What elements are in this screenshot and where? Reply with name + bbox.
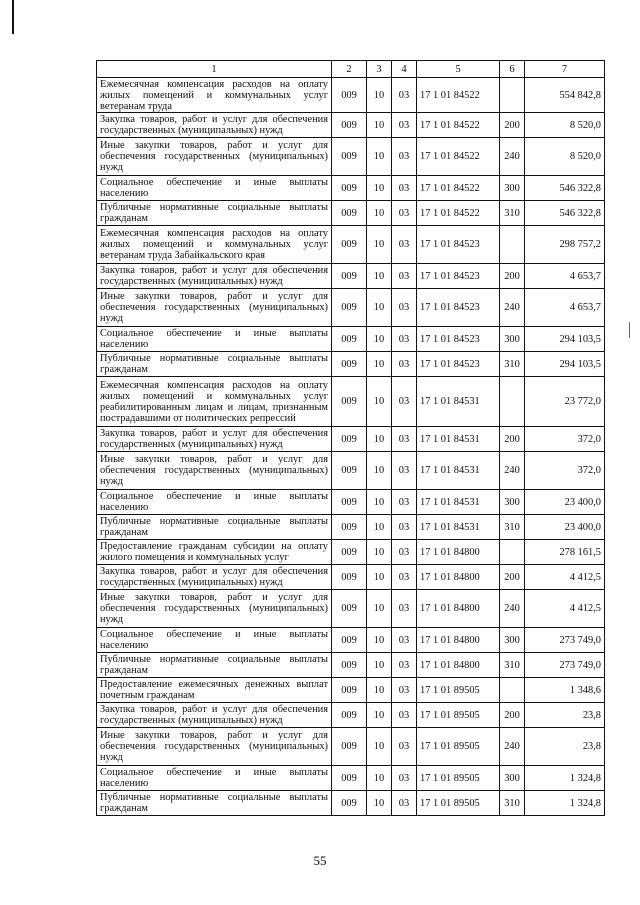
row-expense-type: 240 — [500, 138, 525, 176]
table-row — [97, 515, 605, 540]
row-grbs-code: 009 — [332, 678, 367, 703]
page-number: 55 — [313, 853, 327, 868]
row-amount: 273 749,0 — [525, 653, 605, 678]
row-target-article: 17 1 01 84531 — [417, 452, 500, 490]
row-description: Публичные нормативные социальные выплаты гражданам — [97, 201, 332, 226]
row-target-article: 17 1 01 89505 — [417, 766, 500, 791]
row-amount: 546 322,8 — [525, 201, 605, 226]
row-section-code: 10 — [367, 540, 392, 565]
row-expense-type: 310 — [500, 515, 525, 540]
row-target-article: 17 1 01 89505 — [417, 703, 500, 728]
table-header-row — [97, 61, 605, 78]
row-subsection-code: 03 — [392, 653, 417, 678]
row-expense-type: 240 — [500, 452, 525, 490]
row-target-article: 17 1 01 84523 — [417, 264, 500, 289]
table-row — [97, 113, 605, 138]
row-grbs-code: 009 — [332, 490, 367, 515]
row-subsection-code: 03 — [392, 590, 417, 628]
row-subsection-code: 03 — [392, 427, 417, 452]
row-amount: 23 400,0 — [525, 515, 605, 540]
column-header-grbs: 2 — [332, 61, 367, 78]
row-subsection-code: 03 — [392, 791, 417, 816]
table-row — [97, 766, 605, 791]
row-section-code: 10 — [367, 226, 392, 264]
row-section-code: 10 — [367, 201, 392, 226]
row-target-article: 17 1 01 84800 — [417, 540, 500, 565]
row-section-code: 10 — [367, 427, 392, 452]
row-grbs-code: 009 — [332, 289, 367, 327]
row-description: Закупка товаров, работ и услуг для обеспечения государственных (муниципальных) нужд — [97, 565, 332, 590]
row-section-code: 10 — [367, 113, 392, 138]
row-description: Социальное обеспечение и иные выплаты населению — [97, 628, 332, 653]
table-row — [97, 565, 605, 590]
row-grbs-code: 009 — [332, 703, 367, 728]
row-expense-type: 200 — [500, 565, 525, 590]
row-subsection-code: 03 — [392, 490, 417, 515]
column-header-amount: 7 — [525, 61, 605, 78]
row-amount: 23,8 — [525, 703, 605, 728]
row-amount: 23 400,0 — [525, 490, 605, 515]
row-section-code: 10 — [367, 327, 392, 352]
row-target-article: 17 1 01 84522 — [417, 78, 500, 113]
row-amount: 8 520,0 — [525, 113, 605, 138]
row-target-article: 17 1 01 84523 — [417, 226, 500, 264]
row-description: Предоставление ежемесячных денежных выплат почетным гражданам — [97, 678, 332, 703]
row-description: Иные закупки товаров, работ и услуг для обеспечения государственных (муниципальных) нужд — [97, 289, 332, 327]
column-header-section: 3 — [367, 61, 392, 78]
table-row — [97, 327, 605, 352]
table-row — [97, 176, 605, 201]
row-amount: 4 412,5 — [525, 565, 605, 590]
row-amount: 8 520,0 — [525, 138, 605, 176]
row-description: Закупка товаров, работ и услуг для обеспечения государственных (муниципальных) нужд — [97, 264, 332, 289]
row-section-code: 10 — [367, 78, 392, 113]
row-subsection-code: 03 — [392, 540, 417, 565]
row-amount: 273 749,0 — [525, 628, 605, 653]
row-description: Социальное обеспечение и иные выплаты населению — [97, 490, 332, 515]
row-amount: 294 103,5 — [525, 327, 605, 352]
row-expense-type: 310 — [500, 352, 525, 377]
row-subsection-code: 03 — [392, 452, 417, 490]
row-description: Социальное обеспечение и иные выплаты населению — [97, 176, 332, 201]
row-amount: 4 412,5 — [525, 590, 605, 628]
row-expense-type: 300 — [500, 176, 525, 201]
row-amount: 554 842,8 — [525, 78, 605, 113]
row-amount: 298 757,2 — [525, 226, 605, 264]
row-grbs-code: 009 — [332, 201, 367, 226]
row-target-article: 17 1 01 84531 — [417, 490, 500, 515]
table-row — [97, 226, 605, 264]
row-amount: 1 324,8 — [525, 766, 605, 791]
row-expense-type: 200 — [500, 703, 525, 728]
row-grbs-code: 009 — [332, 138, 367, 176]
table-row — [97, 289, 605, 327]
table-row — [97, 427, 605, 452]
row-section-code: 10 — [367, 264, 392, 289]
row-target-article: 17 1 01 89505 — [417, 678, 500, 703]
row-grbs-code: 009 — [332, 628, 367, 653]
row-subsection-code: 03 — [392, 515, 417, 540]
row-amount: 278 161,5 — [525, 540, 605, 565]
row-section-code: 10 — [367, 490, 392, 515]
row-description: Социальное обеспечение и иные выплаты населению — [97, 327, 332, 352]
row-section-code: 10 — [367, 628, 392, 653]
row-target-article: 17 1 01 84800 — [417, 565, 500, 590]
row-target-article: 17 1 01 84523 — [417, 289, 500, 327]
row-subsection-code: 03 — [392, 226, 417, 264]
row-target-article: 17 1 01 84531 — [417, 427, 500, 452]
row-target-article: 17 1 01 84800 — [417, 590, 500, 628]
row-section-code: 10 — [367, 377, 392, 427]
row-section-code: 10 — [367, 289, 392, 327]
row-expense-type: 300 — [500, 766, 525, 791]
row-section-code: 10 — [367, 452, 392, 490]
row-grbs-code: 009 — [332, 352, 367, 377]
row-expense-type: 310 — [500, 791, 525, 816]
row-expense-type: 200 — [500, 113, 525, 138]
row-description: Иные закупки товаров, работ и услуг для обеспечения государственных (муниципальных) нужд — [97, 728, 332, 766]
row-section-code: 10 — [367, 791, 392, 816]
row-grbs-code: 009 — [332, 515, 367, 540]
row-grbs-code: 009 — [332, 590, 367, 628]
row-grbs-code: 009 — [332, 327, 367, 352]
budget-table — [96, 60, 605, 816]
row-subsection-code: 03 — [392, 766, 417, 791]
row-subsection-code: 03 — [392, 289, 417, 327]
row-expense-type: 240 — [500, 289, 525, 327]
column-header-subsection: 4 — [392, 61, 417, 78]
table-body — [97, 78, 605, 816]
row-description: Публичные нормативные социальные выплаты гражданам — [97, 791, 332, 816]
row-subsection-code: 03 — [392, 327, 417, 352]
row-section-code: 10 — [367, 728, 392, 766]
row-amount: 294 103,5 — [525, 352, 605, 377]
table-row — [97, 628, 605, 653]
row-amount: 546 322,8 — [525, 176, 605, 201]
table-row — [97, 490, 605, 515]
row-grbs-code: 009 — [332, 565, 367, 590]
row-grbs-code: 009 — [332, 78, 367, 113]
row-amount: 23 772,0 — [525, 377, 605, 427]
table-row — [97, 728, 605, 766]
row-subsection-code: 03 — [392, 678, 417, 703]
row-subsection-code: 03 — [392, 138, 417, 176]
row-grbs-code: 009 — [332, 113, 367, 138]
row-subsection-code: 03 — [392, 176, 417, 201]
row-description: Ежемесячная компенсация расходов на оплату жилых помещений и коммунальных услуг ветеранам труда Забайкальского края — [97, 226, 332, 264]
row-amount: 4 653,7 — [525, 289, 605, 327]
row-amount: 4 653,7 — [525, 264, 605, 289]
row-section-code: 10 — [367, 678, 392, 703]
scan-edge-mark — [12, 0, 14, 34]
row-amount: 23,8 — [525, 728, 605, 766]
table-row — [97, 703, 605, 728]
row-target-article: 17 1 01 84522 — [417, 138, 500, 176]
column-header-target-article: 5 — [417, 61, 500, 78]
row-grbs-code: 009 — [332, 226, 367, 264]
table-row — [97, 653, 605, 678]
row-section-code: 10 — [367, 515, 392, 540]
row-expense-type: 310 — [500, 201, 525, 226]
table-row — [97, 540, 605, 565]
row-section-code: 10 — [367, 703, 392, 728]
row-amount: 1 348,6 — [525, 678, 605, 703]
row-subsection-code: 03 — [392, 201, 417, 226]
row-target-article: 17 1 01 84522 — [417, 113, 500, 138]
row-expense-type: 200 — [500, 427, 525, 452]
row-section-code: 10 — [367, 565, 392, 590]
row-target-article: 17 1 01 89505 — [417, 791, 500, 816]
row-description: Иные закупки товаров, работ и услуг для обеспечения государственных (муниципальных) нужд — [97, 138, 332, 176]
table-row — [97, 201, 605, 226]
table-row — [97, 452, 605, 490]
row-expense-type: 300 — [500, 628, 525, 653]
row-description: Предоставление гражданам субсидии на оплату жилого помещения и коммунальных услуг — [97, 540, 332, 565]
row-target-article: 17 1 01 84522 — [417, 201, 500, 226]
row-description: Закупка товаров, работ и услуг для обеспечения государственных (муниципальных) нужд — [97, 113, 332, 138]
row-grbs-code: 009 — [332, 452, 367, 490]
table-row — [97, 352, 605, 377]
row-description: Публичные нормативные социальные выплаты гражданам — [97, 653, 332, 678]
row-section-code: 10 — [367, 653, 392, 678]
row-target-article: 17 1 01 89505 — [417, 728, 500, 766]
row-target-article: 17 1 01 84800 — [417, 653, 500, 678]
row-target-article: 17 1 01 84531 — [417, 515, 500, 540]
row-description: Иные закупки товаров, работ и услуг для обеспечения государственных (муниципальных) нужд — [97, 590, 332, 628]
row-target-article: 17 1 01 84522 — [417, 176, 500, 201]
column-header-expense-type: 6 — [500, 61, 525, 78]
row-grbs-code: 009 — [332, 653, 367, 678]
row-subsection-code: 03 — [392, 113, 417, 138]
column-header-name: 1 — [97, 61, 332, 78]
row-description: Закупка товаров, работ и услуг для обеспечения государственных (муниципальных) нужд — [97, 427, 332, 452]
row-target-article: 17 1 01 84800 — [417, 628, 500, 653]
row-description: Публичные нормативные социальные выплаты гражданам — [97, 515, 332, 540]
row-amount: 372,0 — [525, 452, 605, 490]
row-grbs-code: 009 — [332, 766, 367, 791]
row-expense-type — [500, 540, 525, 565]
row-subsection-code: 03 — [392, 565, 417, 590]
scan-margin-mark — [629, 322, 630, 338]
row-expense-type — [500, 678, 525, 703]
row-expense-type: 200 — [500, 264, 525, 289]
row-section-code: 10 — [367, 352, 392, 377]
row-subsection-code: 03 — [392, 264, 417, 289]
row-subsection-code: 03 — [392, 703, 417, 728]
row-grbs-code: 009 — [332, 176, 367, 201]
row-description: Закупка товаров, работ и услуг для обеспечения государственных (муниципальных) нужд — [97, 703, 332, 728]
row-target-article: 17 1 01 84531 — [417, 377, 500, 427]
row-section-code: 10 — [367, 176, 392, 201]
table-row — [97, 264, 605, 289]
row-amount: 1 324,8 — [525, 791, 605, 816]
row-subsection-code: 03 — [392, 352, 417, 377]
row-description: Публичные нормативные социальные выплаты гражданам — [97, 352, 332, 377]
row-grbs-code: 009 — [332, 377, 367, 427]
row-description: Ежемесячная компенсация расходов на оплату жилых помещений и коммунальных услуг реабилитированным лицам и лицам, признанным пострадавшими от политических репрессий — [97, 377, 332, 427]
table-row — [97, 377, 605, 427]
row-amount: 372,0 — [525, 427, 605, 452]
row-target-article: 17 1 01 84523 — [417, 352, 500, 377]
row-expense-type — [500, 78, 525, 113]
row-target-article: 17 1 01 84523 — [417, 327, 500, 352]
row-expense-type: 300 — [500, 490, 525, 515]
row-description: Социальное обеспечение и иные выплаты населению — [97, 766, 332, 791]
row-expense-type: 240 — [500, 728, 525, 766]
row-expense-type — [500, 226, 525, 264]
row-expense-type: 240 — [500, 590, 525, 628]
row-grbs-code: 009 — [332, 264, 367, 289]
row-grbs-code: 009 — [332, 728, 367, 766]
row-expense-type: 310 — [500, 653, 525, 678]
row-expense-type — [500, 377, 525, 427]
row-section-code: 10 — [367, 138, 392, 176]
row-grbs-code: 009 — [332, 540, 367, 565]
table-row — [97, 791, 605, 816]
row-description: Ежемесячная компенсация расходов на оплату жилых помещений и коммунальных услуг ветеранам труда — [97, 78, 332, 113]
row-expense-type: 300 — [500, 327, 525, 352]
table-row — [97, 678, 605, 703]
row-subsection-code: 03 — [392, 728, 417, 766]
row-subsection-code: 03 — [392, 78, 417, 113]
row-grbs-code: 009 — [332, 791, 367, 816]
table-row — [97, 590, 605, 628]
row-grbs-code: 009 — [332, 427, 367, 452]
table-row — [97, 78, 605, 113]
row-section-code: 10 — [367, 766, 392, 791]
row-section-code: 10 — [367, 590, 392, 628]
row-description: Иные закупки товаров, работ и услуг для обеспечения государственных (муниципальных) нужд — [97, 452, 332, 490]
row-subsection-code: 03 — [392, 377, 417, 427]
table-row — [97, 138, 605, 176]
row-subsection-code: 03 — [392, 628, 417, 653]
